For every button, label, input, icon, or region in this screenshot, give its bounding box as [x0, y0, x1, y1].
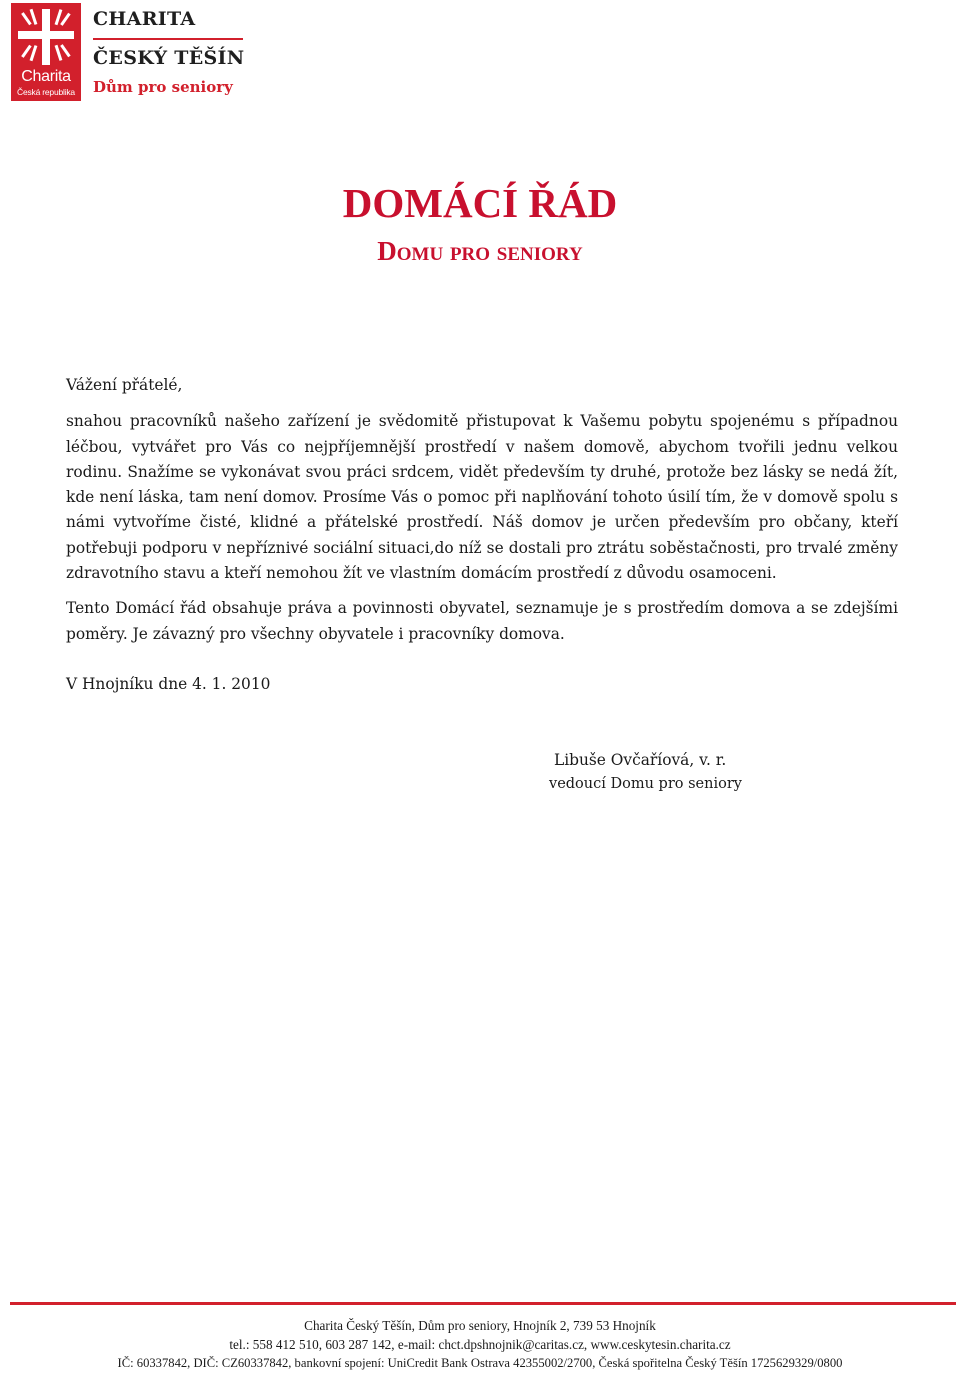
header-divider [93, 38, 243, 40]
signature-block [549, 748, 809, 795]
place-and-date: V Hnojníku dne 4. 1. 2010 [66, 674, 271, 693]
footer [0, 1316, 960, 1373]
greeting: Vážení přátelé, [66, 376, 183, 394]
signature-name: Libuše Ovčaříová, v. r. [554, 751, 727, 769]
footer-divider [10, 1302, 956, 1305]
organization-name: CHARITA [93, 8, 196, 30]
paragraph-scope: Tento Domácí řád obsahuje práva a povinnosti obyvatel, seznamuje je s prostředím domova a se zdejšími poměry. Je závazný pro všechny obyvatele i pracovníky domova. [66, 599, 898, 643]
document-subtitle: Domu pro seniory [377, 236, 583, 266]
charita-cross-icon [11, 3, 81, 69]
footer-bank-details: IČ: 60337842, DIČ: CZ60337842, bankovní spojení: UniCredit Bank Ostrava 42355002/2700, Česká spořitelna Český Těšín 1725629329/0800 [117, 1356, 843, 1370]
organization-unit: Dům pro seniory [93, 78, 233, 96]
document-title: DOMÁCÍ ŘÁD [342, 180, 618, 226]
footer-contacts: tel.: 558 412 510, 603 287 142, e-mail: chct.dpshnojnik@caritas.cz, www.ceskytesin.charita.cz [229, 1337, 731, 1352]
charita-logo [11, 3, 81, 101]
logo-country: Česká republika [17, 87, 75, 97]
organization-city: ČESKÝ TĚŠÍN [93, 47, 245, 69]
signature-role: vedoucí Domu pro seniory [549, 776, 742, 792]
paragraph-intro: snahou pracovníků našeho zařízení je svědomitě přistupovat k Vašemu pobytu spojenému s případnou léčbou, vytvářet pro Vás co nejpříjemnější prostředí v našem domově, abychom tvořili jednu velkou rodinu. Snažíme se vykonávat svou práci srdcem, vidět především ty druhé, protože bez lásky se nedá žít, kde není láska, tam není domov. Prosíme Vás o pomoc při naplňování tohoto úsilí tím, že v domově spolu s námi vytvoříme čisté, klidné a přátelské prostředí. Náš domov je určen především pro občany, kteří potřebuji podporu v nepříznivé sociální situaci,do níž se dostali pro ztrátu soběstačnosti, pro trvalé změny zdravotního stavu a kteří nemohou žít ve vlastním domácím prostředí z důvodu osamoceni. [66, 412, 898, 583]
logo-wordmark: Charita [21, 68, 71, 85]
document-body [66, 373, 898, 697]
footer-address: Charita Český Těšín, Dům pro seniory, Hnojník 2, 739 53 Hnojník [304, 1318, 656, 1333]
